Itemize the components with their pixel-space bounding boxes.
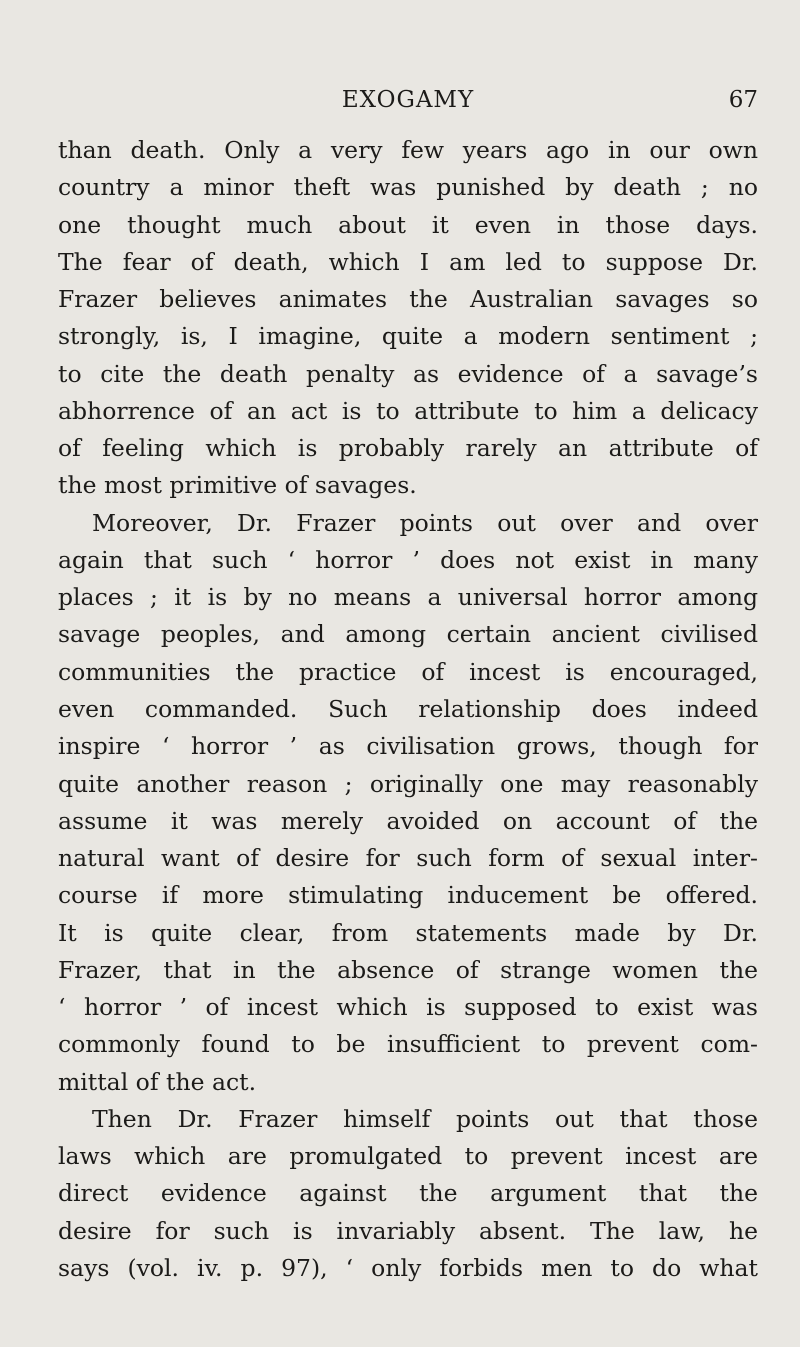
text-line: even commanded. Such relationship does indeed [58,694,758,723]
text-line: ‘ horror ’ of incest which is supposed to exist was [58,993,758,1022]
text-line: than death. Only a very few years ago in our own [58,136,758,164]
text-line: desire for such is invariably absent. The law, he [58,1216,758,1245]
paragraph-start-line: Moreover, Dr. Frazer points out over and over [92,508,758,537]
text-line: of feeling which is probably rarely an attribute of [58,434,758,463]
text-line: It is quite clear, from statements made by Dr. [58,918,758,947]
text-line: the most primitive of savages. [58,471,417,500]
paragraph-start-line: Then Dr. Frazer himself points out that those [92,1104,758,1133]
text-line: quite another reason ; originally one may reasonably [58,769,758,798]
text-line: strongly, is, I imagine, quite a modern sentiment ; [58,322,758,351]
text-line: assume it was merely avoided on account of the [58,806,758,835]
text-line: communities the practice of incest is encouraged, [58,657,758,686]
text-line: Frazer, that in the absence of strange women the [58,955,758,984]
text-line: commonly found to be insufficient to prevent com- [58,1030,758,1059]
text-line: course if more stimulating inducement be offered. [58,881,758,910]
body-text [58,132,758,1287]
text-line: natural want of desire for such form of sexual inter- [58,844,758,873]
text-line: says (vol. iv. p. 97), ‘ only forbids men to do what [58,1253,758,1282]
text-line: country a minor theft was punished by death ; no [58,173,758,202]
text-line: direct evidence against the argument that the [58,1179,758,1208]
text-line: abhorrence of an act is to attribute to him a delicacy [58,396,758,425]
text-line: one thought much about it even in those days. [58,210,758,239]
text-line: Frazer believes animates the Australian savages so [58,285,758,314]
text-line: inspire ‘ horror ’ as civilisation grows, though for [58,732,758,761]
text-line: mittal of the act. [58,1067,257,1096]
text-line: again that such ‘ horror ’ does not exist in many [58,545,758,574]
text-line: to cite the death penalty as evidence of a savage’s [58,359,758,388]
running-title: EXOGAMY [341,87,475,113]
running-head [58,82,758,118]
text-line: places ; it is by no means a universal horror among [58,583,758,612]
page-number: 67 [728,87,758,113]
text-line: savage peoples, and among certain ancient civilised [58,620,758,649]
text-line: The fear of death, which I am led to suppose Dr. [58,247,758,276]
text-line: laws which are promulgated to prevent incest are [58,1142,758,1171]
